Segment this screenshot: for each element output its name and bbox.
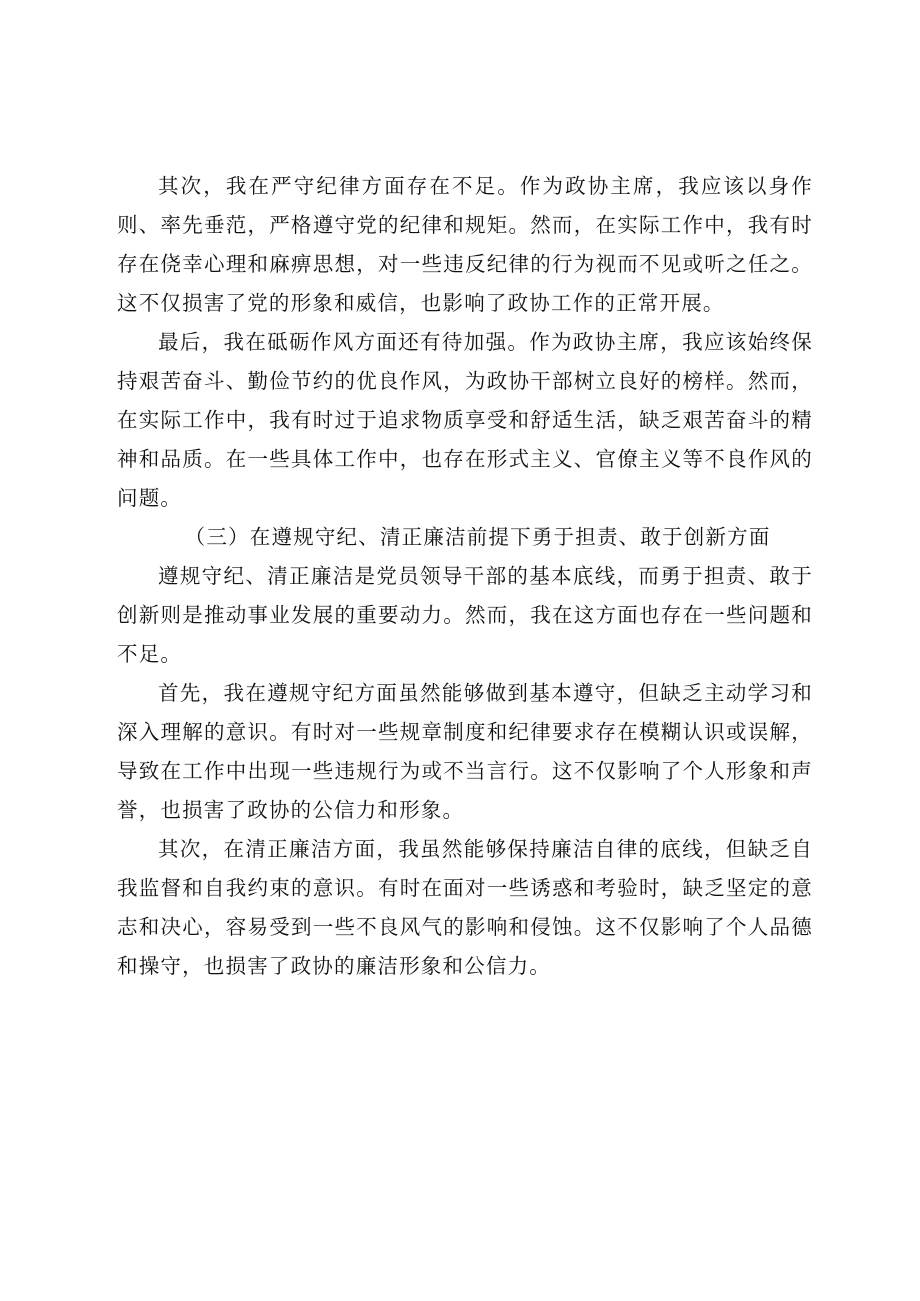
paragraph-integrity: 其次，在清正廉洁方面，我虽然能够保持廉洁自律的底线，但缺乏自我监督和自我约束的意识。有时在面对一些诱惑和考验时，缺乏坚定的意志和决心，容易受到一些不良风气的影响和侵蚀。这不仅影响了个人品德和操守，也损害了政协的廉洁形象和公信力。	[117, 837, 813, 978]
section-heading: （三）在遵规守纪、清正廉洁前提下勇于担责、敢于创新方面	[184, 525, 771, 549]
paragraph-discipline: 其次，我在严守纪律方面存在不足。作为政协主席，我应该以身作则、率先垂范，严格遵守党的纪律和规矩。然而，在实际工作中，我有时存在侥幸心理和麻痹思想，对一些违反纪律的行为视而不见或听之任之。这不仅损害了党的形象和威信，也影响了政协工作的正常开展。	[117, 174, 813, 315]
paragraph-work-style: 最后，我在砥砺作风方面还有待加强。作为政协主席，我应该始终保持艰苦奋斗、勤俭节约的优良作风，为政协干部树立良好的榜样。然而，在实际工作中，我有时过于追求物质享受和舒适生活，缺乏艰苦奋斗的精神和品质。在一些具体工作中，也存在形式主义、官僚主义等不良作风的问题。	[117, 330, 813, 510]
document-body	[117, 167, 813, 986]
paragraph-compliance: 首先，我在遵规守纪方面虽然能够做到基本遵守，但缺乏主动学习和深入理解的意识。有时对一些规章制度和纪律要求存在模糊认识或误解，导致在工作中出现一些违规行为或不当言行。这不仅影响了个人形象和声誉，也损害了政协的公信力和形象。	[117, 681, 813, 822]
paragraph-baseline: 遵规守纪、清正廉洁是党员领导干部的基本底线，而勇于担责、敢于创新则是推动事业发展的重要动力。然而，我在这方面也存在一些问题和不足。	[117, 564, 813, 666]
